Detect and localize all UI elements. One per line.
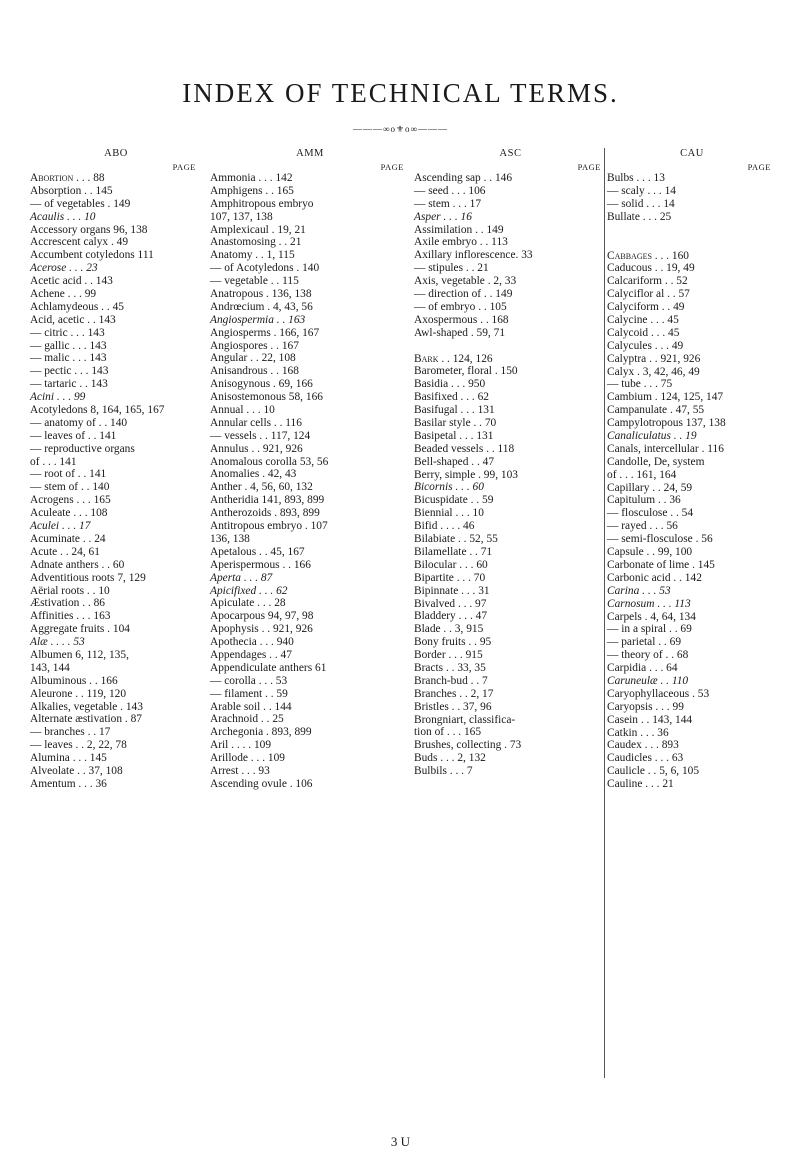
index-entry: Bristles . . 37, 96 <box>414 700 492 713</box>
index-entry: Branches . . 2, 17 <box>414 687 494 700</box>
index-entry: tion of . . . 165 <box>414 726 482 739</box>
index-entry: Calcariform . . 52 <box>607 275 688 288</box>
index-entry: Calycoid . . . 45 <box>607 326 680 339</box>
index-entries <box>607 172 777 791</box>
index-entry: Acini . . . 99 <box>30 391 86 404</box>
index-entry: Apocarpous 94, 97, 98 <box>210 610 314 623</box>
index-entry: Canaliculatus . . 19 <box>607 430 697 443</box>
entry-gap <box>607 224 777 237</box>
index-entry: of . . . 141 <box>30 455 77 468</box>
index-entry: Alkalies, vegetable . 143 <box>30 700 143 713</box>
index-entry: Calyx . 3, 42, 46, 49 <box>607 365 700 378</box>
index-entry: Accrescent calyx . 49 <box>30 236 129 249</box>
index-entry: — leaves of . . 141 <box>30 429 117 442</box>
index-entry: Bilamellate . . 71 <box>414 545 493 558</box>
index-entry: — semi-flosculose . 56 <box>607 533 713 546</box>
index-entry: Basifixed . . . 62 <box>414 391 489 404</box>
index-entry: Alæ . . . . 53 <box>30 636 85 649</box>
page-label: PAGE <box>172 162 196 172</box>
index-entry: Asper . . . 16 <box>414 210 472 223</box>
index-entry: Carpidia . . . 64 <box>607 662 678 675</box>
index-entry: Basipetal . . . 131 <box>414 429 494 442</box>
index-entry: Annulus . . 921, 926 <box>210 442 303 455</box>
index-entry: Candolle, De, system <box>607 455 705 468</box>
index-entry: — theory of . . 68 <box>607 649 689 662</box>
index-entry: Bivalved . . . 97 <box>414 597 487 610</box>
index-entry: Acetic acid . . 143 <box>30 275 113 288</box>
index-entry: Assimilation . . 149 <box>414 223 504 236</box>
index-entry: Axile embryo . . 113 <box>414 236 508 249</box>
index-entry: Arillode . . . 109 <box>210 752 285 765</box>
index-entry: Absorption . . 145 <box>30 184 113 197</box>
index-entry: Ascending ovule . 106 <box>210 777 313 790</box>
index-entry: Achlamydeous . . 45 <box>30 300 124 313</box>
index-entry: Apothecia . . . 940 <box>210 636 294 649</box>
index-entry: Biennial . . . 10 <box>414 507 484 520</box>
index-entry: — pectic . . . 143 <box>30 365 109 378</box>
index-entry: Carnosum . . . 113 <box>607 597 691 610</box>
index-entry: — malic . . . 143 <box>30 352 107 365</box>
index-entry: Aperispermous . . 166 <box>210 558 311 571</box>
index-entry: Casein . . 143, 144 <box>607 713 693 726</box>
index-entry: Caudex . . . 893 <box>607 739 679 752</box>
index-entry: Acerose . . . 23 <box>30 262 98 275</box>
index-entry: Bipinnate . . . 31 <box>414 584 490 597</box>
index-entry: Ammonia . . . 142 <box>210 172 293 184</box>
index-entry: Apophysis . . 921, 926 <box>210 623 313 636</box>
column-head: ASC <box>499 148 522 159</box>
index-entry: Carbonic acid . . 142 <box>607 571 702 584</box>
index-entry: Canals, intercellular . 116 <box>607 442 724 455</box>
index-entry: Buds . . . 2, 132 <box>414 752 486 765</box>
index-entry: Andrœcium . 4, 43, 56 <box>210 300 313 313</box>
index-entry: Capitulum . . 36 <box>607 494 681 507</box>
index-entry: — reproductive organs <box>30 442 135 455</box>
index-entry: Apicifixed . . . 62 <box>210 584 288 597</box>
index-entry: — of embryo . . 105 <box>414 300 507 313</box>
index-entry: Bipartite . . . 70 <box>414 571 486 584</box>
index-entry: Capillary . . 24, 59 <box>607 481 693 494</box>
index-entry: Bell-shaped . . 47 <box>414 455 495 468</box>
index-entry: Bilabiate . . 52, 55 <box>414 533 498 546</box>
index-entry: Aggregate fruits . 104 <box>30 623 130 636</box>
index-entry: Aril . . . . 109 <box>210 739 272 752</box>
index-entry: Axospermous . . 168 <box>414 313 509 326</box>
index-entry: — stem . . . 17 <box>414 197 482 210</box>
index-entry: — of Acotyledons . 140 <box>210 262 320 275</box>
index-entry: Brongniart, classifica- <box>414 713 516 726</box>
index-column-3 <box>414 148 607 1078</box>
index-entry: Antheridia 141, 893, 899 <box>210 494 325 507</box>
index-entry: Adventitious roots 7, 129 <box>30 571 146 584</box>
index-entry: Appendages . . 47 <box>210 648 292 661</box>
index-entry: Campylotropous 137, 138 <box>607 417 726 430</box>
index-entry: Cambium . 124, 125, 147 <box>607 391 724 404</box>
index-entry: Acotyledons 8, 164, 165, 167 <box>30 404 165 417</box>
index-entry: Bracts . . 33, 35 <box>414 661 486 674</box>
index-entry: Bilocular . . . 60 <box>414 558 488 571</box>
index-entry: — solid . . . 14 <box>607 197 675 210</box>
index-entry: 136, 138 <box>210 532 250 545</box>
index-entry: — stem of . . 140 <box>30 481 110 494</box>
index-entry: Blade . . 3, 915 <box>414 623 484 636</box>
index-entry: Acaulis . . . 10 <box>30 210 96 223</box>
index-entry: Accessory organs 96, 138 <box>30 223 148 236</box>
index-entry: Catkin . . . 36 <box>607 726 669 739</box>
index-entry: — scaly . . . 14 <box>607 184 676 197</box>
index-entry: Angiospermia . . 163 <box>210 313 306 326</box>
index-entry: Albuminous . . 166 <box>30 674 118 687</box>
index-entry: — branches . . 17 <box>30 726 111 739</box>
index-entry: Anisostemonous 58, 166 <box>210 391 323 404</box>
index-entry: — direction of . . 149 <box>414 288 513 301</box>
index-entry: of . . . 161, 164 <box>607 468 677 481</box>
index-entry: Alveolate . . 37, 108 <box>30 764 123 777</box>
index-column-1 <box>30 148 202 1078</box>
index-entry: Apetalous . . 45, 167 <box>210 545 305 558</box>
index-entry: Amentum . . . 36 <box>30 777 107 790</box>
index-entry: Bicuspidate . . 59 <box>414 494 494 507</box>
page-title: INDEX OF TECHNICAL TERMS. <box>182 78 619 108</box>
index-entry: Arrest . . . 93 <box>210 764 270 777</box>
index-entry: — tartaric . . 143 <box>30 378 108 391</box>
index-entry: Anatomy . . 1, 115 <box>210 249 295 262</box>
index-entry: Caducous . . 19, 49 <box>607 262 695 275</box>
index-entry: Amphigens . . 165 <box>210 184 294 197</box>
index-entry: Affinities . . . 163 <box>30 610 111 623</box>
index-entry: — vessels . . 117, 124 <box>210 429 311 442</box>
index-entry: Arachnoid . . 25 <box>210 713 284 726</box>
index-entry: Bicornis . . . 60 <box>414 481 484 494</box>
index-entry: Aërial roots . . 10 <box>30 584 110 597</box>
index-entry: Abortion . . . 88 <box>30 172 105 184</box>
index-entry: Basifugal . . . 131 <box>414 404 495 417</box>
index-entry: Aperta . . . 87 <box>210 571 273 584</box>
index-entry: Caudicles . . . 63 <box>607 752 684 765</box>
index-entry: Bark . . 124, 126 <box>414 352 493 365</box>
index-entry: Border . . . 915 <box>414 649 483 662</box>
index-entry: — filament . . 59 <box>210 687 288 700</box>
column-head: CAU <box>680 148 704 159</box>
index-entry: Bulbils . . . 7 <box>414 765 473 778</box>
page-label: PAGE <box>577 162 601 172</box>
index-entry: Beaded vessels . . 118 <box>414 442 515 455</box>
index-entry: Cabbages . . . 160 <box>607 249 689 262</box>
index-entry: Basilar style . . 70 <box>414 417 497 430</box>
index-entry: Alumina . . . 145 <box>30 752 107 765</box>
index-entry: — anatomy of . . 140 <box>30 416 128 429</box>
index-entry: Aculeate . . . 108 <box>30 507 108 520</box>
index-entry: Carbonate of lime . 145 <box>607 558 715 571</box>
index-entry: — parietal . . 69 <box>607 636 682 649</box>
index-entry: Amphitropous embryo <box>210 197 314 210</box>
index-column-4 <box>607 148 777 1078</box>
index-entry: — corolla . . . 53 <box>210 674 288 687</box>
index-entry: Axis, vegetable . 2, 33 <box>414 275 517 288</box>
index-entry: Amplexicaul . 19, 21 <box>210 223 306 236</box>
index-entry: Anomalies . 42, 43 <box>210 468 297 481</box>
index-entry: Acrogens . . . 165 <box>30 494 111 507</box>
index-entries <box>210 172 410 791</box>
index-entry: Albumen 6, 112, 135, <box>30 648 129 661</box>
index-entry: Bony fruits . . 95 <box>414 636 492 649</box>
index-entry: Anisandrous . . 168 <box>210 365 299 378</box>
index-entry: Caulicle . . 5, 6, 105 <box>607 765 700 778</box>
column-head: ABO <box>104 148 128 159</box>
index-entry: Barometer, floral . 150 <box>414 365 518 378</box>
index-entry: Calyciform . . 49 <box>607 301 685 314</box>
index-entry: Carina . . . 53 <box>607 584 671 597</box>
index-entry: Aculei . . . 17 <box>30 520 91 533</box>
index-entry: — tube . . . 75 <box>607 378 673 391</box>
index-entry: Anther . 4, 56, 60, 132 <box>210 481 313 494</box>
index-entry: — vegetable . . 115 <box>210 275 299 288</box>
column-head: AMM <box>296 148 324 159</box>
index-entry: Annual . . . 10 <box>210 404 275 417</box>
index-entry: Annular cells . . 116 <box>210 416 302 429</box>
entry-gap <box>414 340 607 353</box>
index-entry: — seed . . . 106 <box>414 184 486 197</box>
index-entry: Acute . . 24, 61 <box>30 545 100 558</box>
index-entry: Branch-bud . . 7 <box>414 674 488 687</box>
index-entry: Cauline . . . 21 <box>607 778 674 791</box>
index-entry: Archegonia . 893, 899 <box>210 726 312 739</box>
index-entry: Appendiculate anthers 61 <box>210 661 327 674</box>
page-label: PAGE <box>747 162 771 172</box>
index-entry: Axillary inflorescence. 33 <box>414 249 533 262</box>
index-entry: Caruneulæ . . 110 <box>607 674 689 687</box>
index-entry: Bifid . . . . 46 <box>414 520 475 533</box>
index-entry: 143, 144 <box>30 661 70 674</box>
title-ornament: ———∞o⚜o∞——— <box>353 124 448 134</box>
index-entry: Angular . . 22, 108 <box>210 352 296 365</box>
index-entry: — root of . . 141 <box>30 468 107 481</box>
index-entry: Calyciflor al . . 57 <box>607 288 690 301</box>
index-entry: Bullate . . . 25 <box>607 210 672 223</box>
index-entry: Aleurone . . 119, 120 <box>30 687 127 700</box>
index-entry: — of vegetables . 149 <box>30 197 131 210</box>
index-entry: Bladdery . . . 47 <box>414 610 488 623</box>
index-entry: 107, 137, 138 <box>210 210 273 223</box>
index-entry: Carpels . 4, 64, 134 <box>607 610 696 623</box>
index-entry: — stipules . . 21 <box>414 262 489 275</box>
index-entry: Accumbent cotyledons 111 <box>30 249 154 262</box>
index-entry: Anomalous corolla 53, 56 <box>210 455 329 468</box>
index-entry: Angiospores . . 167 <box>210 339 299 352</box>
index-entry: Anisogynous . 69, 166 <box>210 378 313 391</box>
index-entry: Adnate anthers . . 60 <box>30 558 125 571</box>
index-entry: Calycine . . . 45 <box>607 314 679 327</box>
index-entry: — leaves . . 2, 22, 78 <box>30 739 127 752</box>
index-entry: Æstivation . . 86 <box>30 597 105 610</box>
page-number: 3 U <box>390 1134 411 1149</box>
index-entry: Awl-shaped . 59, 71 <box>414 326 506 339</box>
index-entry: Alternate æstivation . 87 <box>30 713 142 726</box>
index-entry: — flosculose . . 54 <box>607 507 694 520</box>
index-entry: Brushes, collecting . 73 <box>414 739 522 752</box>
index-entry: Acuminate . . 24 <box>30 532 106 545</box>
index-entry: Arable soil . . 144 <box>210 700 292 713</box>
index-entry: Caryopsis . . . 99 <box>607 700 684 713</box>
index-entry: Campanulate . 47, 55 <box>607 404 705 417</box>
index-entry: Calyptra . . 921, 926 <box>607 352 701 365</box>
index-entries <box>30 172 202 791</box>
index-entry: Anastomosing . . 21 <box>210 236 302 249</box>
index-entry: Calycules . . . 49 <box>607 339 684 352</box>
index-entry: Apiculate . . . 28 <box>210 597 286 610</box>
index-entry: — gallic . . . 143 <box>30 339 107 352</box>
index-entry: Anatropous . 136, 138 <box>210 288 312 301</box>
index-entry: Berry, simple . 99, 103 <box>414 468 518 481</box>
page-label: PAGE <box>380 162 404 172</box>
index-entries <box>414 172 607 778</box>
index-column-2 <box>210 148 410 1078</box>
index-entry: Bulbs . . . 13 <box>607 172 665 184</box>
index-entry: Angiosperms . 166, 167 <box>210 326 320 339</box>
index-entry: — rayed . . . 56 <box>607 520 678 533</box>
index-entry: Ascending sap . . 146 <box>414 172 513 184</box>
index-entry: — in a spiral . . 69 <box>607 623 692 636</box>
index-entry: Caryophyllaceous . 53 <box>607 687 710 700</box>
index-entry: Antitropous embryo . 107 <box>210 520 328 533</box>
index-entry: Achene . . . 99 <box>30 288 97 301</box>
index-entry: Capsule . . 99, 100 <box>607 546 693 559</box>
entry-gap <box>607 237 777 250</box>
index-entry: Basidia . . . 950 <box>414 378 486 391</box>
index-entry: — citric . . . 143 <box>30 326 105 339</box>
index-entry: Antherozoids . 893, 899 <box>210 507 320 520</box>
index-entry: Acid, acetic . . 143 <box>30 313 116 326</box>
